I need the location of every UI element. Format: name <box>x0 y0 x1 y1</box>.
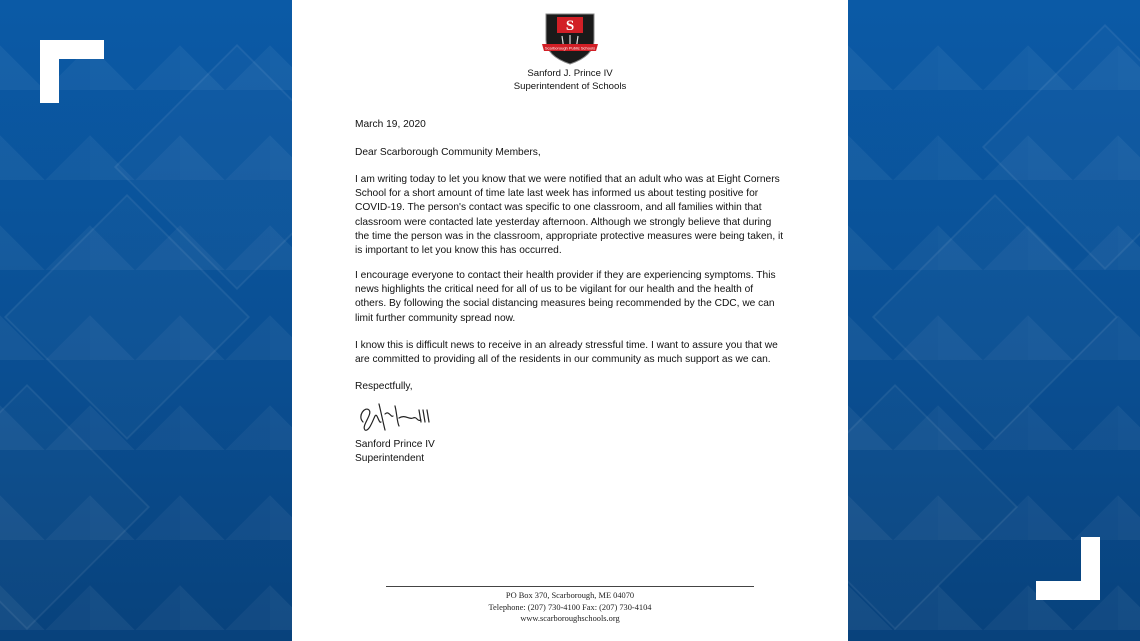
letter-document <box>292 0 848 641</box>
footer-website: www.scarboroughschools.org <box>520 614 620 623</box>
logo-letter: S <box>565 18 575 34</box>
handwritten-signature <box>355 396 435 436</box>
footer-divider <box>386 586 754 587</box>
signer-block <box>355 438 787 466</box>
signer-name: Sanford Prince IV <box>355 439 435 450</box>
logo-banner-text: Scarborough Public Schools <box>544 45 596 51</box>
letter-paragraph-2: I encourage everyone to contact their health provider if they are experiencing symptoms. This news highlights the critical need for all of us to be vigilant for our health and the health of others. By following the social distancing measures being recommended by the CDC, we can limit further community spread now. <box>355 270 776 324</box>
letter-paragraph-3: I know this is difficult news to receive in an already stressful time. I want to assure you that we are committed to providing all of the residents in our community as much support as we can. <box>355 340 778 366</box>
letterhead <box>292 67 848 93</box>
letter-paragraph-1: I am writing today to let you know that we were notified that an adult who was at Eight Corners School for a short amount of time late last week has informed us about testing positive for COVID-19. The person's contact was specific to one classroom, and all families within that classroom were contacted late yesterday afternoon. Although we strongly believe that during the time the person was in the classroom, appropriate protective measures were being taken, it is important to let you know this has occurred. <box>355 174 784 257</box>
footer-phone: Telephone: (207) 730-4100 Fax: (207) 730-4104 <box>488 602 652 612</box>
school-crest-logo <box>540 10 600 66</box>
letterhead-name: Sanford J. Prince IV <box>527 68 613 79</box>
letterhead-title: Superintendent of Schools <box>513 81 627 92</box>
letter-closing: Respectfully, <box>355 381 413 392</box>
letter-date: March 19, 2020 <box>355 119 426 130</box>
letter-salutation: Dear Scarborough Community Members, <box>355 147 541 158</box>
letter-footer <box>292 590 848 625</box>
signer-title: Superintendent <box>355 453 425 465</box>
footer-address: PO Box 370, Scarborough, ME 04070 <box>505 591 635 600</box>
